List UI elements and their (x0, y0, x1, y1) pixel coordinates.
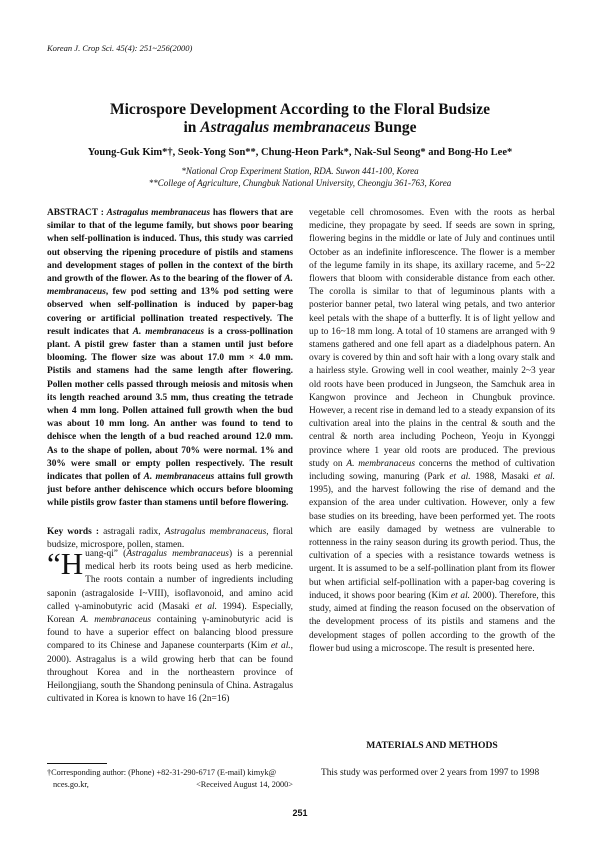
received-date: <Received August 14, 2000> (196, 780, 293, 789)
title-line-2: in Astragalus membranaceus Bunge (183, 119, 417, 136)
journal-citation: Korean J. Crop Sci. 45(4): 251~256(2000) (47, 43, 193, 53)
affiliation-2: **College of Agriculture, Chungbuk National University, Cheongju 361-763, Korea (148, 178, 452, 188)
title-line-1: Microspore Development According to the Floral Budsize (110, 101, 490, 118)
page-number: 251 (292, 808, 308, 818)
author-list: Young-Guk Kim*†, Seok-Yong Son**, Chung-Heon Park*, Nak-Sul Seong* and Bong-Ho Lee* (87, 147, 513, 158)
methods-paragraph: This study was performed over 2 years from 1997 to 1998 (321, 768, 540, 778)
drop-cap: “H (47, 546, 84, 581)
introduction-continued: vegetable cell chromosomes. Even with the roots as herbal medicine, they propagate by seed. If seeds are sown in spring, flowering begins in the middle or late of July and continues until October as an indefinite inflorescence. The flower is a member of the legume family in its shape, its axillary raceme, and 5~22 flowers that bloom with considerable distance from each other. The corolla is similar to that of leguminous plants with a posterior banner petal, two lateral wing petals, and two anterior keel petals with the shape of a butterfly. It is of light yellow and up to 16~18 mm long. A total of 10 stamens are arranged with 9 stamens gathered and one fell apart as a diadelphous patern. An ovary is covered by thin and soft hair with a long ovary stalk and a hairless style. Growing well in cool weather, mainly 2~3 year old roots have been produced in Jungseon, the Samchuk area in Kangwon province and Jecheon in Chungbuk province. However, a recent rise in demand led to a steady expansion of its cultivation areal into the plains in the central & south and the central & north area including Pocheon, Yeoju in Kyonggi province where 1 year old roots are produced. The previous study on A. membranaceus concerns the method of cultivation including sowing, manuring (Park et al. 1988, Masaki et al. 1995), and the harvest following the rise of demand and the expansion of the area under cultivation. However, only a few base studies on its breeding, have been performed yet. The roots which are easily damaged by wetness are vulnerable to rottenness in the rainy season during its growth period. Thus, the cultivation of a species with a resistance towards wetness is urgent. It is assumed to be a self-pollination plant from its flower but when artificial self-pollination with a paper-bag covering is induced, it shows poor bearing (Kim et al. 2000). Therefore, this study, aimed at finding the reason focused on the observation of the development process of its pistils and stamens and the development stages of pollen according to the growth of the flower bud using a microscope. The result is presented here. (309, 208, 555, 654)
abstract-label: ABSTRACT : (47, 208, 107, 218)
keywords: Key words : astragali radix, Astragalus membranaceus, floral budsize, microspore, pollen, stamen. (47, 527, 293, 551)
abstract: ABSTRACT : Astragalus membranaceus has flowers that are similar to that of the legume family, but shows poor bearing when self-pollination is induced. Thus, this study was carried out observing the ripening procedure of pistils and stamens and development stages of pollen in the context of the birth and growth of the flower. As to the bearing of the flower of A. membranaceus, few pod setting and 13% pod setting were observed when self-pollination is induced by paper-bag covering or artificial pollination treated respectively. The result indicates that A. membranaceus is a cross-pollination plant. A pistil grew faster than a stamen until just before blooming. The flower size was about 17.0 mm × 4.0 mm. Pistils and stamens had the same length after flowering. Pollen mother cells passed through meiosis and mitosis when its length reached around 3.5 mm, thus creating the tetrade when 4 mm long. Pollen attained full growth when the bud was about 10 mm long. An anther was found to tend to dehisce when the length of a bud reached around 12.0 mm. As to the shape of pollen, about 70% were normal. 1% and 30% were small or empty pollen respectively. The result indicates that pollen of A. membranaceus attains full growth just before anther dehiscence which occurs before blooming while pistils grow faster than stamens until before flowering. (47, 208, 294, 509)
section-heading-methods: MATERIALS AND METHODS (366, 740, 498, 751)
corresponding-author-footnote: †Corresponding author: (Phone) +82-31-290-6717 (E-mail) kimyk@ nces.go.kr, <Received August 14, 2000> (47, 768, 293, 789)
affiliation-1: *National Crop Experiment Station, RDA. Suwon 441-100, Korea (181, 166, 419, 176)
introduction-paragraph: “Huang-qi” (Astragalus membranaceus) is a perennial medical herb its roots being used as herb medicine. The roots contain a number of ingredients including saponin (astragaloside I~VIII), isoflavonoid, and amino acid called γ-aminobutyric acid (Masaki et al. 1994). Especially, Korean A. membranaceus containing γ-aminobutyric acid is found to have a superior effect on balancing blood pressure compared to its Chinese and Japanese counterparts (Kim et al., 2000). Astragalus is a wild growing herb that can be found throughout Korea and in the northeastern province of Heilongjiang, south the Shandong peninsula of China. Astragalus cultivated in Korea is known to have 16 (2n=16) (47, 546, 294, 705)
footnote-divider (47, 763, 107, 764)
paper-title (40, 101, 560, 137)
